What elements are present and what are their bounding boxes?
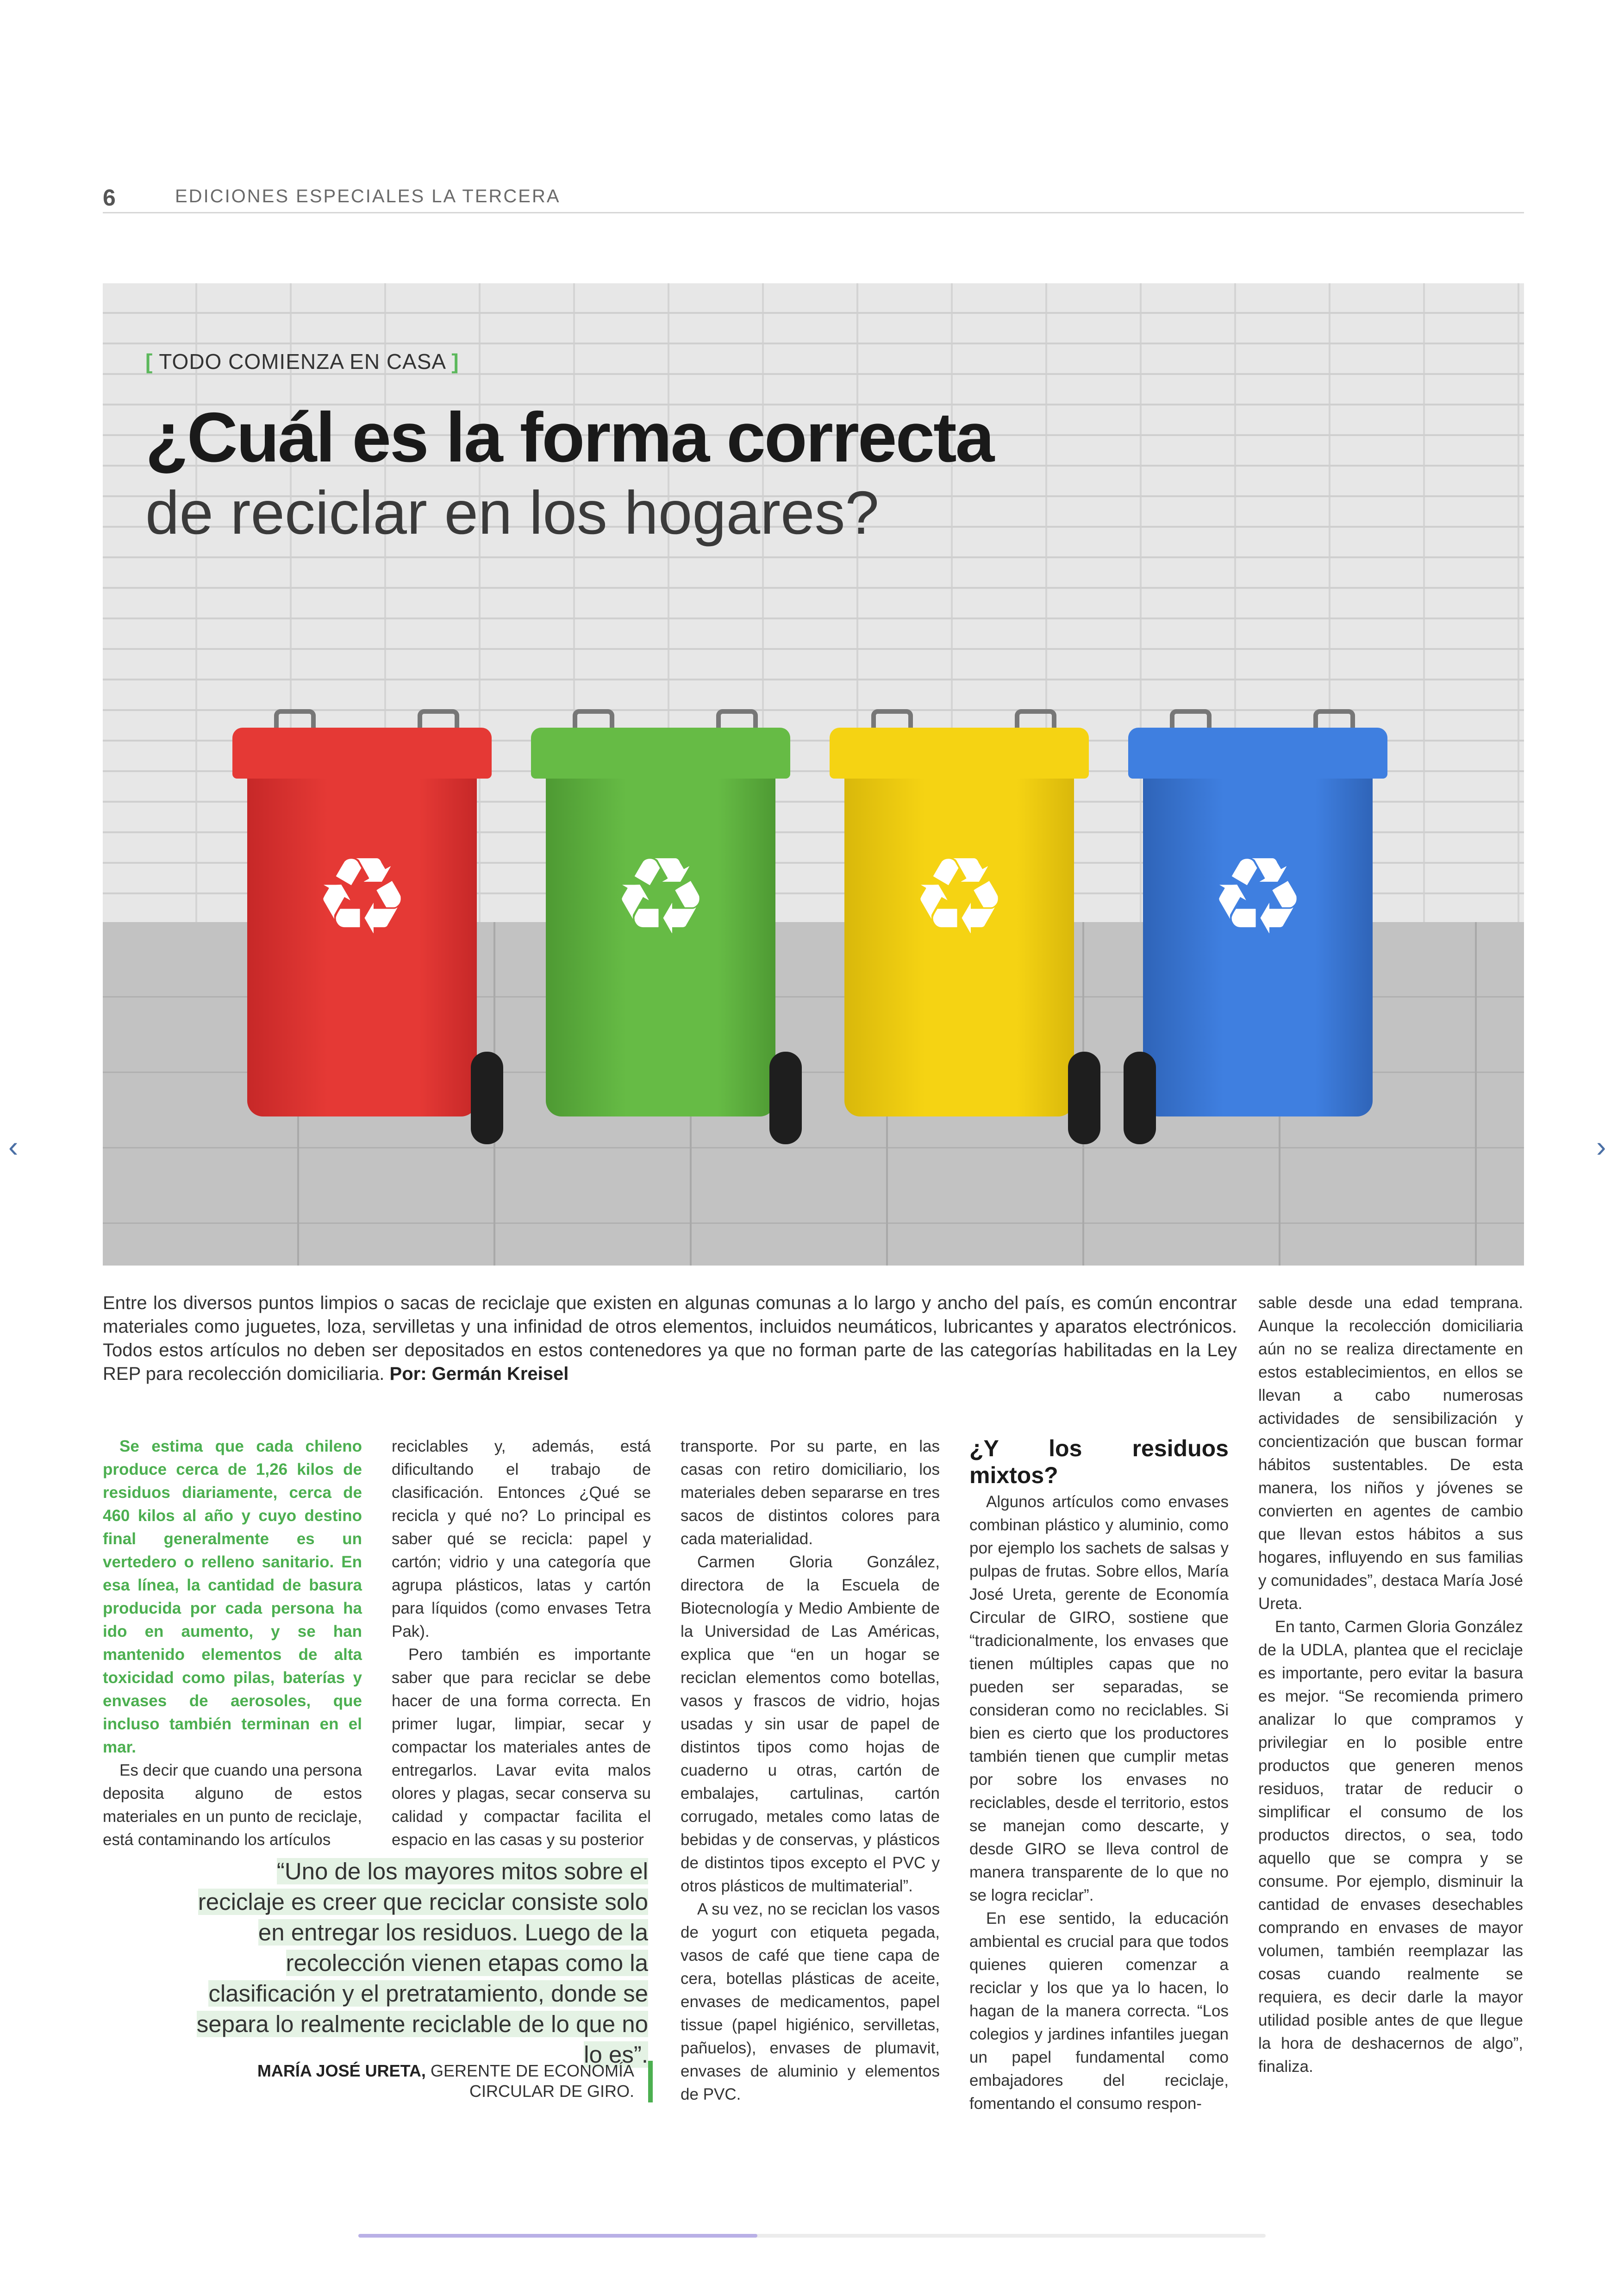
- bin-lid: [830, 728, 1089, 779]
- next-page-icon[interactable]: ›: [1596, 1130, 1606, 1163]
- publication-name: EDICIONES ESPECIALES LA TERCERA: [175, 186, 561, 206]
- reading-progress-fill: [358, 2234, 757, 2238]
- bin-lid: [1128, 728, 1387, 779]
- article-kicker: [145, 349, 459, 374]
- quote-author-name: MARÍA JOSÉ URETA,: [257, 2061, 426, 2080]
- column-1: [103, 1435, 362, 1852]
- column-4: [969, 1435, 1229, 2115]
- body-paragraph: Algunos artículos como envases combinan plástico y aluminio, como por ejemplo los sachets de salsas y pulpas de frutas. Sobre ellos, María José Ureta, gerente de Economía Circular de GIRO, sostiene que “tradicionalmente, los envases que tienen múltiples capas que no pueden ser separadas, se consideran como no reciclables. Si bien es cierto que los productores también tienen que cumplir metas por sobre los envases no reciclables, desde el territorio, estos se manejan como descarte, y desde GIRO se lleva control de manera transparente de lo que no se logra reciclar”.: [969, 1493, 1229, 1904]
- body-paragraph: Carmen Gloria González, directora de la Escuela de Biotecnología y Medio Ambiente de la Universidad de Las Américas, explica que “en un hogar se reciclan elementos como botellas, vasos y frascos de vidrio, hojas usadas y sin usar de papel de distintos tipos como hojas de cuaderno u otras, cartón de embalajes, cartulinas, cartón corrugado, metales como latas de bebidas y de conservas, y plásticos de distintos tipos excepto el PVC y otros plásticos de multimaterial”.: [681, 1553, 940, 1895]
- yellow-bin: [834, 728, 1084, 1167]
- pull-quote: [185, 1856, 648, 2070]
- recycle-icon: ♻: [612, 837, 709, 956]
- article-title-line2: de reciclar en los hogares?: [145, 479, 879, 547]
- kicker-bracket-close: ]: [451, 349, 459, 374]
- section-subheading: ¿Y los residuos mixtos?: [969, 1435, 1229, 1488]
- green-bin: [536, 728, 786, 1167]
- column-2: [392, 1435, 651, 1852]
- intro-paragraph: [103, 1291, 1237, 1386]
- bin-lid: [232, 728, 492, 779]
- byline: Por: Germán Kreisel: [389, 1364, 569, 1384]
- bin-wheel: [769, 1052, 802, 1144]
- reading-progress-bar: [358, 2234, 1266, 2238]
- bin-lid: [531, 728, 790, 779]
- recycle-icon: ♻: [911, 837, 1007, 956]
- blue-bin: [1133, 728, 1383, 1167]
- body-paragraph: Es decir que cuando una persona deposita alguno de estos materiales en un punto de reciclaje, está contaminando los artículos: [103, 1761, 362, 1849]
- hero-image: [103, 283, 1524, 1266]
- column-3: [681, 1435, 940, 2106]
- kicker-text: TODO COMIENZA EN CASA: [159, 349, 445, 374]
- pull-quote-text: “Uno de los mayores mitos sobre el reciclaje es creer que reciclar consiste solo en entregar los residuos. Luego de la recolección vienen etapas como la clasificación y el pretratamiento, donde se separa lo realmente reciclable de lo que no lo es”.: [196, 1858, 648, 2068]
- body-paragraph: transporte. Por su parte, en las casas con retiro domiciliario, los materiales deben separarse en tres sacos de distintos colores para cada materialidad.: [681, 1437, 940, 1548]
- body-paragraph: reciclables y, además, está dificultando el trabajo de clasificación. Entonces ¿Qué se recicla y qué no? Lo principal es saber qué se recicla: papel y cartón; vidrio y una categoría que agrupa plásticos, latas y cartón para líquidos (como envases Tetra Pak).: [392, 1437, 651, 1640]
- bin-wheel: [1124, 1052, 1156, 1144]
- body-paragraph: sable desde una edad temprana. Aunque la recolección domiciliaria aún no se realiza directamente en estos establecimientos, en ellos se llevan a cabo numerosas actividades de sensibilización y concientización que buscan formar hábitos sustentables. De esta manera, los niños y jóvenes se convierten en agentes de cambio que llevan estos hábitos a sus hogares, influyendo en sus familias y comunidades”, destaca María José Ureta.: [1258, 1294, 1523, 1613]
- recycle-icon: ♻: [1210, 837, 1306, 956]
- kicker-bracket-open: [: [145, 349, 153, 374]
- recycle-icon: ♻: [314, 837, 410, 956]
- quote-attribution: [199, 2061, 634, 2102]
- intro-text: Entre los diversos puntos limpios o sacas de reciclaje que existen en algunas comunas a lo largo y ancho del país, es común encontrar materiales como juguetes, loza, servilletas y una infinidad de otros elementos, incluidos neumáticos, lubricantes y aparatos electrónicos. Todos estos artículos no deben ser depositados en estos contenedores ya que no forman parte de las categorías habilitadas en la Ley REP para recolección domiciliaria.: [103, 1293, 1237, 1384]
- previous-page-icon[interactable]: ‹: [8, 1130, 19, 1163]
- quote-accent-bar: [648, 2061, 653, 2102]
- body-paragraph: En ese sentido, la educación ambiental es crucial para que todos quienes quieren comenzar a reciclar y los que ya lo hacen, lo hagan de la manera correcta. “Los colegios y jardines infantiles juegan un papel fundamental como embajadores del reciclaje, fomentando el consumo respon-: [969, 1909, 1229, 2113]
- header-divider: [103, 212, 1524, 213]
- page-number: 6: [103, 185, 116, 211]
- article-title-line1: ¿Cuál es la forma correcta: [145, 398, 993, 477]
- body-paragraph: Pero también es importante saber que para reciclar se debe hacer de una forma correcta. En primer lugar, limpiar, secar y compactar los materiales antes de entregarlos. Lavar evita malos olores y plagas, secar conserva su calidad y compactar facilita el espacio en las casas y su posterior: [392, 1646, 651, 1849]
- bin-wheel: [471, 1052, 503, 1144]
- body-paragraph: A su vez, no se reciclan los vasos de yogurt con etiqueta pegada, vasos de café que tiene capa de cera, botellas plásticas de aceite, envases de medicamentos, papel tissue (papel higiénico, servilletas, pañuelos), envases de plumavit, envases de aluminio y elementos de PVC.: [681, 1900, 940, 2103]
- red-bin: [237, 728, 487, 1167]
- quote-author-role: GERENTE DE ECONOMÍA CIRCULAR DE GIRO.: [430, 2061, 634, 2101]
- body-paragraph: En tanto, Carmen Gloria González de la UDLA, plantea que el reciclaje es importante, pero evitar la basura es mejor. “Se recomienda primero analizar lo que compramos y privilegiar en lo posible entre productos que generen menos residuos, tratar de reducir o simplificar el consumo de los productos directos, o sea, todo aquello que se compra y se consume. Por ejemplo, disminuir la cantidad de envases desechables comprando en envases de mayor volumen, también reemplazar las cosas cuando realmente se requiera, es decir darle la mayor utilidad posible antes de que llegue la hora de deshacernos de algo”, finaliza.: [1258, 1618, 1523, 2076]
- column-5: [1258, 1291, 1523, 2078]
- lead-paragraph: Se estima que cada chileno produce cerca de 1,26 kilos de residuos diariamente, cerca de 460 kilos al año y cuyo destino final generalmente es un vertedero o relleno sanitario. En esa línea, la cantidad de basura producida por cada persona ha ido en aumento, y se han mantenido elementos de alta toxicidad como pilas, baterías y envases de aerosoles, que incluso también terminan en el mar.: [103, 1437, 362, 1756]
- bin-wheel: [1068, 1052, 1100, 1144]
